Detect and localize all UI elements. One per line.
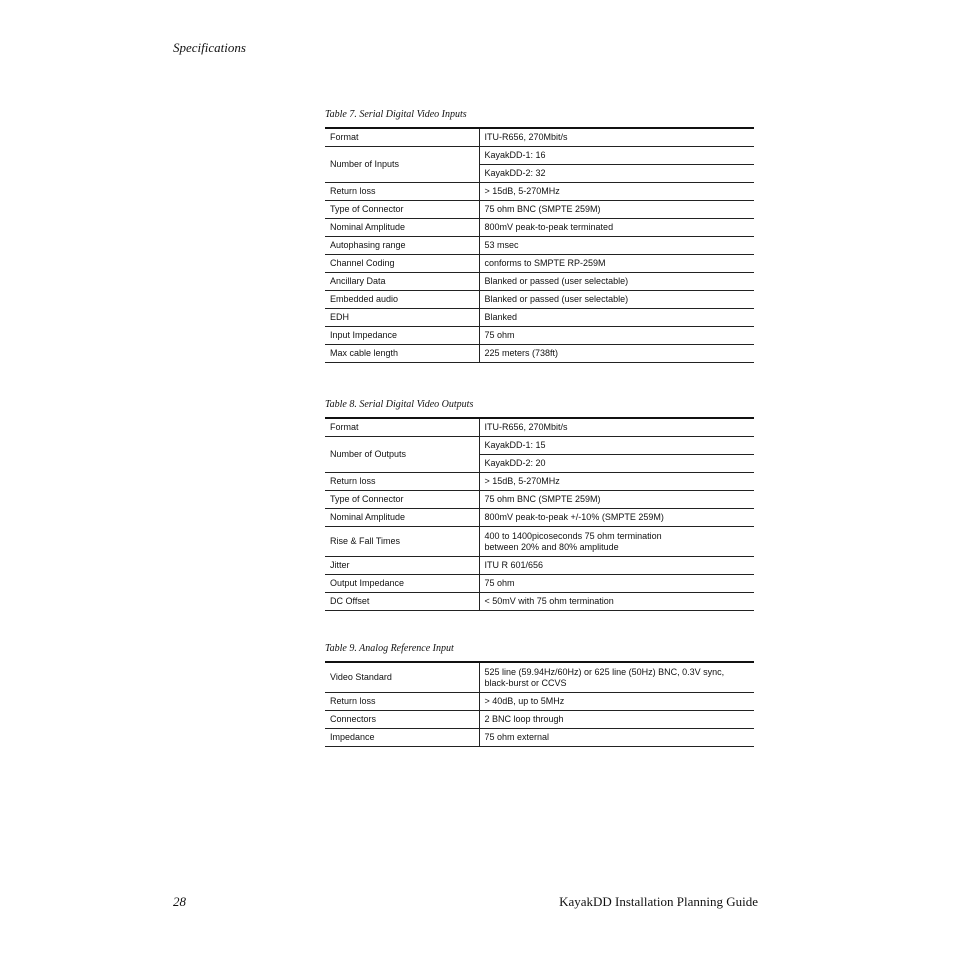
table-row <box>325 527 754 557</box>
table8-serial-digital-video-outputs <box>325 417 754 611</box>
row-value: Blanked or passed (user selectable) <box>479 273 754 291</box>
row-value: KayakDD-1: 15 <box>479 437 754 455</box>
row-label: Autophasing range <box>325 237 479 255</box>
row-value: 225 meters (738ft) <box>479 345 754 363</box>
row-value-line: black-burst or CCVS <box>484 677 567 688</box>
row-label: Format <box>325 128 479 147</box>
row-label: Type of Connector <box>325 491 479 509</box>
row-label: Channel Coding <box>325 255 479 273</box>
row-value: 75 ohm external <box>479 729 754 747</box>
table-row <box>325 711 754 729</box>
table-row <box>325 575 754 593</box>
table-row <box>325 201 754 219</box>
table-row <box>325 693 754 711</box>
row-value: 53 msec <box>479 237 754 255</box>
running-footer-title: KayakDD Installation Planning Guide <box>559 894 758 909</box>
row-value: 800mV peak-to-peak +/-10% (SMPTE 259M) <box>479 509 754 527</box>
table-row <box>325 491 754 509</box>
row-value: 75 ohm BNC (SMPTE 259M) <box>479 491 754 509</box>
table-row <box>325 327 754 345</box>
table-row <box>325 219 754 237</box>
running-header: Specifications <box>173 40 246 55</box>
row-label: Type of Connector <box>325 201 479 219</box>
row-value: Blanked or passed (user selectable) <box>479 291 754 309</box>
table7-serial-digital-video-inputs <box>325 127 754 363</box>
table-row <box>325 291 754 309</box>
table7-caption: Table 7. Serial Digital Video Inputs <box>325 109 467 120</box>
row-value: 75 ohm <box>479 327 754 345</box>
row-value: KayakDD-2: 32 <box>479 165 754 183</box>
row-label: Max cable length <box>325 345 479 363</box>
row-label: Format <box>325 418 479 437</box>
table-row <box>325 593 754 611</box>
table9-caption: Table 9. Analog Reference Input <box>325 643 454 654</box>
row-value-line: 400 to 1400picoseconds 75 ohm termination <box>484 530 662 541</box>
table-row <box>325 147 754 165</box>
row-label: Jitter <box>325 557 479 575</box>
row-value: 75 ohm BNC (SMPTE 259M) <box>479 201 754 219</box>
table9-analog-reference-input <box>325 661 754 747</box>
row-value: KayakDD-2: 20 <box>479 455 754 473</box>
table-row <box>325 237 754 255</box>
table-row <box>325 418 754 437</box>
row-label: Return loss <box>325 693 479 711</box>
row-label: Video Standard <box>325 662 479 693</box>
row-label: Connectors <box>325 711 479 729</box>
row-value-line: 525 line (59.94Hz/60Hz) or 625 line (50Hz) BNC, 0.3V sync, <box>484 666 725 677</box>
row-value: ITU R 601/656 <box>479 557 754 575</box>
row-value: ITU-R656, 270Mbit/s <box>479 128 754 147</box>
table-row <box>325 473 754 491</box>
row-value-line: between 20% and 80% amplitude <box>484 541 619 552</box>
row-label: Number of Outputs <box>325 437 479 473</box>
row-label: Rise & Fall Times <box>325 527 479 557</box>
row-value-multiline <box>479 527 754 557</box>
table-row <box>325 345 754 363</box>
row-value-multiline <box>479 662 754 693</box>
row-value: 800mV peak-to-peak terminated <box>479 219 754 237</box>
row-value: > 15dB, 5-270MHz <box>479 183 754 201</box>
table-row <box>325 509 754 527</box>
row-label: EDH <box>325 309 479 327</box>
page-number: 28 <box>173 894 186 909</box>
table-row <box>325 273 754 291</box>
table-row <box>325 183 754 201</box>
row-label: Output Impedance <box>325 575 479 593</box>
row-value: conforms to SMPTE RP-259M <box>479 255 754 273</box>
row-label: Nominal Amplitude <box>325 509 479 527</box>
row-label: DC Offset <box>325 593 479 611</box>
row-label: Input Impedance <box>325 327 479 345</box>
row-value: < 50mV with 75 ohm termination <box>479 593 754 611</box>
table-row <box>325 557 754 575</box>
row-value: ITU-R656, 270Mbit/s <box>479 418 754 437</box>
row-label: Nominal Amplitude <box>325 219 479 237</box>
table-row <box>325 255 754 273</box>
row-value: 2 BNC loop through <box>479 711 754 729</box>
table-row <box>325 662 754 693</box>
table-row <box>325 309 754 327</box>
row-value: KayakDD-1: 16 <box>479 147 754 165</box>
table-row <box>325 437 754 455</box>
row-label: Embedded audio <box>325 291 479 309</box>
row-value: > 40dB, up to 5MHz <box>479 693 754 711</box>
row-value: > 15dB, 5-270MHz <box>479 473 754 491</box>
row-label: Ancillary Data <box>325 273 479 291</box>
table8-caption: Table 8. Serial Digital Video Outputs <box>325 399 474 410</box>
table-row <box>325 128 754 147</box>
row-label: Number of Inputs <box>325 147 479 183</box>
row-value: Blanked <box>479 309 754 327</box>
row-value: 75 ohm <box>479 575 754 593</box>
row-label: Return loss <box>325 183 479 201</box>
table-row <box>325 729 754 747</box>
row-label: Return loss <box>325 473 479 491</box>
row-label: Impedance <box>325 729 479 747</box>
